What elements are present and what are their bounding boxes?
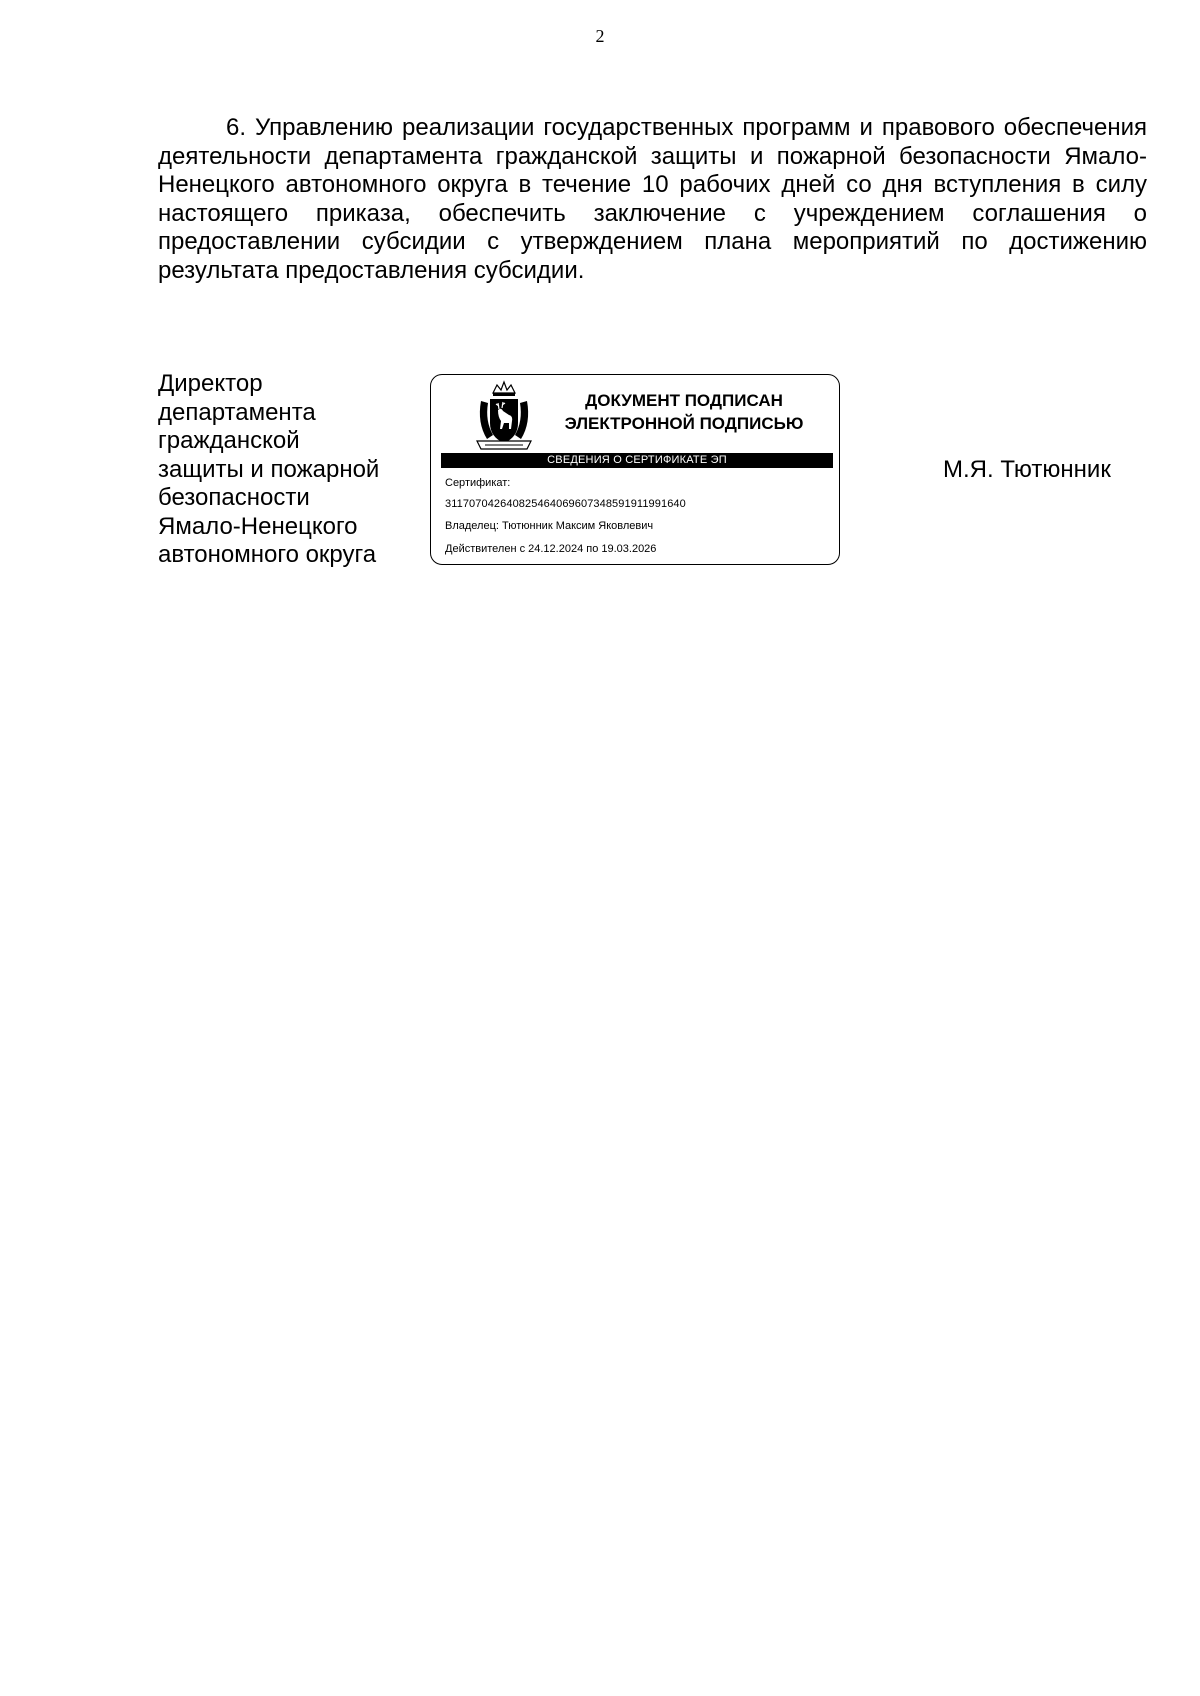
yanao-coat-of-arms-icon <box>471 379 537 453</box>
certificate-number: 311707042640825464069607348591911991640 <box>445 498 686 510</box>
signature-block <box>158 370 1158 580</box>
stamp-heading-line-1: ДОКУМЕНТ ПОДПИСАН <box>585 391 783 410</box>
certificate-label: Сертификат: <box>445 477 511 489</box>
stamp-heading-line-2: ЭЛЕКТРОННОЙ ПОДПИСЬЮ <box>564 414 804 433</box>
certificate-info-bar: СВЕДЕНИЯ О СЕРТИФИКАТЕ ЭП <box>441 453 833 468</box>
certificate-validity: Действителен с 24.12.2024 по 19.03.2026 <box>445 543 657 555</box>
paragraph-6: 6. Управлению реализации государственных программ и правового обеспечения деятельности департамента гражданской защиты и пожарной безопасности Ямало-Ненецкого автономного округа в течение 10 рабочих дней со дня вступления в силу настоящего приказа, обеспечить заключение с учреждением соглашения о предоставлении субсидии с утверждением плана мероприятий по достижению результата предоставления субсидии. <box>158 114 1147 284</box>
page-number: 2 <box>595 26 605 46</box>
signer-name: М.Я. Тютюнник <box>943 456 1111 483</box>
certificate-owner: Владелец: Тютюнник Максим Яковлевич <box>445 520 654 532</box>
stamp-heading <box>559 389 809 435</box>
electronic-signature-stamp <box>430 374 840 565</box>
signer-position-title: Директор департамента гражданской защиты и пожарной безопасности Ямало-Ненецкого автономного округа <box>158 370 380 568</box>
